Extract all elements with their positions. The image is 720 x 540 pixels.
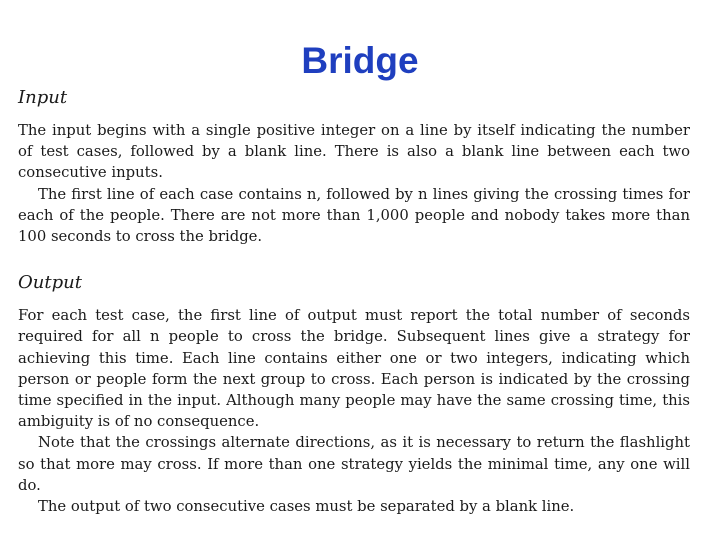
input-paragraph-1: The input begins with a single positive integer on a line by itself indicating the number of test cases, followed by a blank line. There is also a blank line between each two consecutive inputs. xyxy=(18,122,690,182)
output-paragraph-3: The output of two consecutive cases must be separated by a blank line. xyxy=(38,498,575,516)
output-paragraph-2: Note that the crossings alternate directions, as it is necessary to return the flashlight so that more may cross. If more than one strategy yields the minimal time, any one will do. xyxy=(18,434,690,494)
input-section xyxy=(18,86,690,247)
problem-statement xyxy=(18,86,690,517)
input-paragraph-2: The first line of each case contains n, followed by n lines giving the crossing times for each of the people. There are not more than 1,000 people and nobody takes more than 100 seconds to cross the bridge. xyxy=(18,185,690,246)
slide-title: Bridge xyxy=(301,40,419,81)
output-paragraph-1: For each test case, the first line of output must report the total number of seconds required for all n people to cross the bridge. Subsequent lines give a strategy for achieving this time. Each line contains either one or two integers, indicating which person or people form the next group to cross. Each person is indicated by the crossing time specified in the input. Although many people may have the same crossing time, this ambiguity is of no consequence. xyxy=(18,307,690,431)
output-section xyxy=(18,271,690,517)
input-heading: Input xyxy=(18,87,68,108)
output-heading: Output xyxy=(18,272,82,294)
